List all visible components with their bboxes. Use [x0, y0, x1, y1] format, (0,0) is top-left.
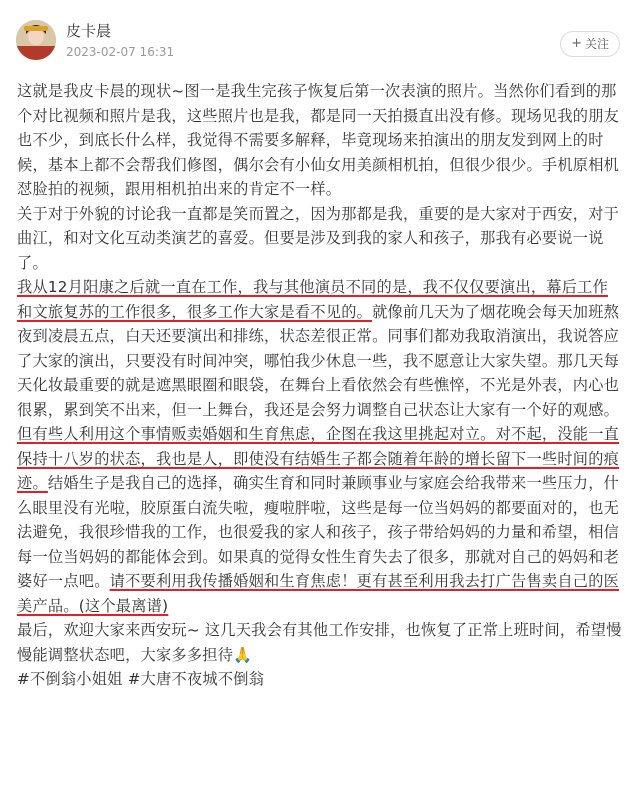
underlined-text: 我从12月阳康之后就一直在工作，我与其他演员不同的是，我不仅仅要演出，幕后工作和文旅复苏的工作很多，很多工作大家是看不见的。: [17, 278, 609, 321]
author-name[interactable]: 皮卡晨: [66, 22, 112, 40]
paragraph-3: [17, 275, 623, 422]
hashtag-link[interactable]: #大唐不夜城不倒翁: [127, 670, 265, 688]
underlined-text: 但有些人利用这个事情贩卖婚姻和生育焦虑，企图在我这里挑起对立。对不起，没能一直保持十八岁的状态，我也是人，即使没有结婚生子都会随着年龄的增长留下一些时间的痕迹。: [17, 425, 620, 492]
hashtag-link[interactable]: #不倒翁小姐姐: [17, 670, 123, 688]
paragraph-text: 最后，欢迎大家来西安玩~ 这几天我会有其他工作安排，也恢复了正常上班时间，希望慢慢能调整状态吧，大家多多担待: [17, 621, 622, 664]
paragraph-1: 这就是我皮卡晨的现状~图一是我生完孩子恢复后第一次表演的照片。当然你们看到的那个对比视频和照片是我，这些照片也是我，都是同一天拍摄直出没有修。现场见我的朋友也不少，到底长什么样，我觉得不需要多解释，毕竟现场来拍演出的朋友发到网上的时候，基本上都不会帮我们修图，偶尔会有小仙女用美颜相机拍，但很少很少。手机原相机怼脸拍的视频，跟用相机拍出来的肯定不一样。: [17, 82, 620, 198]
plus-icon: +: [571, 36, 582, 51]
paragraph-text: 结婚生子是我自己的选择，确实生育和同时兼顾事业与家庭会给我带来一些压力，什么眼里没有光啦，胶原蛋白流失啦，瘦啦胖啦，这些是每一位当妈妈的都要面对的，也无法避免，我很珍惜我的工作，也很爱我的家人和孩子，孩子带给妈妈的力量和希望，相信每一位当妈妈的都能体会到。如果真的觉得女性生育失去了很多，那就对自己的妈妈和老婆好一点吧。: [17, 474, 620, 590]
post-timestamp: 2023-02-07 16:31: [66, 45, 175, 59]
follow-label: 关注: [584, 37, 609, 51]
underlined-text: 请不要利用我传播婚姻和生育焦虑！更有甚至利用我去打广告售卖自己的医美产品。(这个最离谱): [17, 572, 620, 615]
paragraph-text: 就像前几天为了烟花晚会每天加班熬夜到凌晨五点，白天还要演出和排练，状态差很正常。同事们都劝我取消演出，我说答应了大家的演出，只要没有时间冲突，哪怕我少休息一些，我不愿意让大家失望。那几天每天化妆最重要的就是遮黑眼圈和眼袋，在舞台上看依然会有些憔悴，不光是外表，内心也很累，累到笑不出来，但一上舞台，我还是会努力调整自己状态让大家有一个好的观感。: [17, 302, 620, 419]
post-header: [0, 0, 640, 78]
paragraph-5: [17, 618, 623, 667]
praying-hands-icon: 🙏: [233, 645, 253, 664]
paragraph-2: 关于对于外貌的讨论我一直都是笑而置之，因为那都是我，重要的是大家对于西安，对于曲江，和对文化互动类演艺的喜爱。但要是涉及到我的家人和孩子，那我有必要说一说了。: [17, 204, 620, 272]
hashtag-list: [17, 667, 623, 692]
paragraph-4: [17, 422, 623, 618]
post-body: [17, 79, 623, 692]
avatar[interactable]: [16, 20, 56, 60]
follow-button[interactable]: [560, 31, 620, 57]
